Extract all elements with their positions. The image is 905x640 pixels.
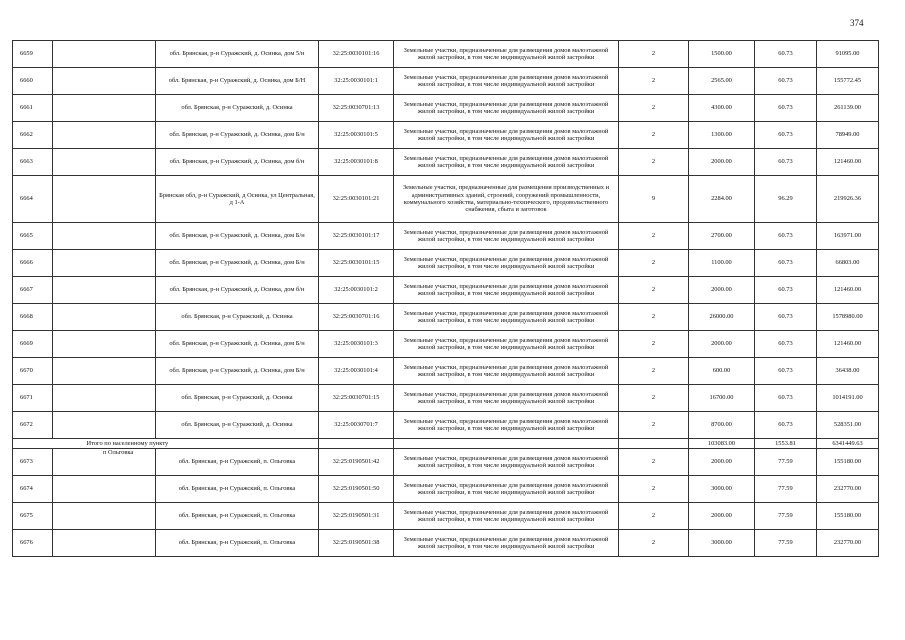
cadastral-number: 32:25:0030701:7 [319, 412, 394, 439]
address-cell: обл. Брянская, р-н Суражский, д. Осинка, дом Б/н [156, 223, 319, 250]
address-cell: обл. Брянская, р-н Суражский, д. Осинка, дом Б/н [156, 358, 319, 385]
row-number: 6672 [13, 412, 53, 439]
area-value: 16700.00 [689, 385, 755, 412]
cadastral-value: 155772.45 [817, 68, 879, 95]
table-body-a [13, 41, 879, 439]
table-row [13, 95, 879, 122]
specific-value: 60.73 [755, 385, 817, 412]
table-row [13, 449, 879, 476]
row-number: 6665 [13, 223, 53, 250]
area-value: 2700.00 [689, 223, 755, 250]
area-value: 1300.00 [689, 122, 755, 149]
specific-value: 60.73 [755, 358, 817, 385]
cadastral-number: 32:25:0030101:8 [319, 149, 394, 176]
specific-value: 77.59 [755, 476, 817, 503]
row-number: 6669 [13, 331, 53, 358]
use-group: 2 [619, 385, 689, 412]
address-cell: обл. Брянская, р-н Суражский, д. Осинка, дом Б/Н [156, 68, 319, 95]
blank-cell [53, 331, 156, 358]
use-group: 2 [619, 358, 689, 385]
land-purpose: Земельные участки, предназначенные для размещения домов малоэтажной жилой застройки, в том числе индивидуальной жилой застройки [394, 304, 619, 331]
blank-cell [53, 223, 156, 250]
row-number: 6668 [13, 304, 53, 331]
row-number: 6671 [13, 385, 53, 412]
cadastral-value: 261139.00 [817, 95, 879, 122]
land-purpose: Земельные участки, предназначенные для размещения домов малоэтажной жилой застройки, в том числе индивидуальной жилой застройки [394, 476, 619, 503]
row-number: 6676 [13, 530, 53, 557]
cadastral-value: 121460.00 [817, 149, 879, 176]
table-row [13, 331, 879, 358]
specific-value: 60.73 [755, 223, 817, 250]
blank-cell [53, 385, 156, 412]
table-row [13, 277, 879, 304]
subtotal-blank-cell [619, 439, 689, 449]
address-cell: обл. Брянская, р-н Суражский, д. Осинка [156, 95, 319, 122]
specific-value: 77.59 [755, 449, 817, 476]
subtotal-area: 103083.00 [689, 439, 755, 449]
land-purpose: Земельные участки, предназначенные для размещения домов малоэтажной жилой застройки, в том числе индивидуальной жилой застройки [394, 449, 619, 476]
land-purpose: Земельные участки, предназначенные для размещения домов малоэтажной жилой застройки, в том числе индивидуальной жилой застройки [394, 68, 619, 95]
specific-value: 60.73 [755, 250, 817, 277]
address-cell: Брянская обл, р-н Суражский, д Осинка, ул Центральная, д 1-А [156, 176, 319, 223]
subtotal-label: Итого по населенному пункту [53, 439, 319, 449]
specific-value: 60.73 [755, 331, 817, 358]
cadastral-value: 232770.00 [817, 530, 879, 557]
subtotal-blank-cell [394, 439, 619, 449]
blank-cell [53, 503, 156, 530]
address-cell: обл. Брянская, р-н Суражский, д. Осинка, дом Б/н [156, 250, 319, 277]
area-value: 2000.00 [689, 149, 755, 176]
area-value: 2565.00 [689, 68, 755, 95]
cadastral-value: 66803.00 [817, 250, 879, 277]
address-cell: обл. Брянская, р-н Суражский, д. Осинка, дом Б/н [156, 122, 319, 149]
use-group: 2 [619, 68, 689, 95]
address-cell: обл. Брянская, р-н Суражский, д. Осинка [156, 304, 319, 331]
address-cell: обл. Брянская, р-н Суражский, п. Ольговка [156, 449, 319, 476]
table-row [13, 304, 879, 331]
address-cell: обл. Брянская, р-н Суражский, п. Ольговка [156, 530, 319, 557]
land-purpose: Земельные участки, предназначенные для размещения домов малоэтажной жилой застройки, в том числе индивидуальной жилой застройки [394, 95, 619, 122]
cadastral-number: 32:25:0030701:13 [319, 95, 394, 122]
table-row [13, 412, 879, 439]
land-purpose: Земельные участки, предназначенные для размещения домов малоэтажной жилой застройки, в том числе индивидуальной жилой застройки [394, 503, 619, 530]
land-purpose: Земельные участки, предназначенные для размещения домов малоэтажной жилой застройки, в том числе индивидуальной жилой застройки [394, 530, 619, 557]
cadastral-value: 155180.00 [817, 449, 879, 476]
cadastral-value: 163971.00 [817, 223, 879, 250]
cadastral-number: 32:25:0030101:3 [319, 331, 394, 358]
row-number: 6659 [13, 41, 53, 68]
specific-value: 60.73 [755, 304, 817, 331]
land-purpose: Земельные участки, предназначенные для размещения домов малоэтажной жилой застройки, в том числе индивидуальной жилой застройки [394, 331, 619, 358]
blank-cell [53, 530, 156, 557]
use-group: 2 [619, 223, 689, 250]
table-row [13, 149, 879, 176]
area-value: 600.00 [689, 358, 755, 385]
blank-cell [53, 41, 156, 68]
use-group: 9 [619, 176, 689, 223]
land-purpose: Земельные участки, предназначенные для размещения домов малоэтажной жилой застройки, в том числе индивидуальной жилой застройки [394, 41, 619, 68]
use-group: 2 [619, 503, 689, 530]
row-number: 6663 [13, 149, 53, 176]
area-value: 2000.00 [689, 503, 755, 530]
use-group: 2 [619, 530, 689, 557]
use-group: 2 [619, 304, 689, 331]
table-row [13, 358, 879, 385]
row-number: 6660 [13, 68, 53, 95]
row-number: 6674 [13, 476, 53, 503]
specific-value: 60.73 [755, 95, 817, 122]
table-row [13, 385, 879, 412]
specific-value: 96.29 [755, 176, 817, 223]
blank-cell [53, 68, 156, 95]
cadastral-value: 78949.00 [817, 122, 879, 149]
use-group: 2 [619, 412, 689, 439]
cadastral-value: 91095.00 [817, 41, 879, 68]
section-title: п Ольговка [53, 449, 156, 476]
cadastral-number: 32:25:0190501:31 [319, 503, 394, 530]
cadastral-number: 32:25:0030101:2 [319, 277, 394, 304]
cadastral-number: 32:25:0030701:16 [319, 304, 394, 331]
cadastral-number: 32:25:0030101:17 [319, 223, 394, 250]
cadastral-value-table [12, 40, 879, 557]
subtotal-rate: 1553.81 [755, 439, 817, 449]
land-purpose: Земельные участки, предназначенные для размещения производственных и административных зданий, строений, сооружений промышленности, коммунального хозяйства, материально-технического, продовольственного снабжения, сбыта и заготовок [394, 176, 619, 223]
cadastral-number: 32:25:0030101:21 [319, 176, 394, 223]
row-number: 6670 [13, 358, 53, 385]
cadastral-number: 32:25:0030101:5 [319, 122, 394, 149]
land-purpose: Земельные участки, предназначенные для размещения домов малоэтажной жилой застройки, в том числе индивидуальной жилой застройки [394, 358, 619, 385]
table-row [13, 223, 879, 250]
address-cell: обл. Брянская, р-н Суражский, д. Осинка, дом 5/н [156, 41, 319, 68]
page-number: 374 [850, 18, 864, 28]
row-number: 6662 [13, 122, 53, 149]
blank-cell [53, 277, 156, 304]
subtotal-row [13, 439, 879, 449]
cadastral-value: 36438.00 [817, 358, 879, 385]
subtotal-blank-cell [319, 439, 394, 449]
use-group: 2 [619, 277, 689, 304]
use-group: 2 [619, 449, 689, 476]
cadastral-number: 32:25:0030101:4 [319, 358, 394, 385]
land-purpose: Земельные участки, предназначенные для размещения домов малоэтажной жилой застройки, в том числе индивидуальной жилой застройки [394, 223, 619, 250]
row-number: 6667 [13, 277, 53, 304]
use-group: 2 [619, 122, 689, 149]
blank-cell [53, 122, 156, 149]
area-value: 3000.00 [689, 530, 755, 557]
use-group: 2 [619, 41, 689, 68]
cadastral-value: 121460.00 [817, 331, 879, 358]
cadastral-number: 32:25:0030101:15 [319, 250, 394, 277]
address-cell: обл. Брянская, р-н Суражский, д. Осинка [156, 385, 319, 412]
area-value: 2000.00 [689, 449, 755, 476]
use-group: 2 [619, 250, 689, 277]
subtotal-blank-cell [13, 439, 53, 449]
blank-cell [53, 95, 156, 122]
area-value: 26000.00 [689, 304, 755, 331]
specific-value: 60.73 [755, 277, 817, 304]
blank-cell [53, 149, 156, 176]
specific-value: 60.73 [755, 41, 817, 68]
cadastral-number: 32:25:0190501:50 [319, 476, 394, 503]
table-row [13, 530, 879, 557]
table-row [13, 476, 879, 503]
table-row [13, 503, 879, 530]
specific-value: 77.59 [755, 530, 817, 557]
land-purpose: Земельные участки, предназначенные для размещения домов малоэтажной жилой застройки, в том числе индивидуальной жилой застройки [394, 412, 619, 439]
blank-cell [53, 250, 156, 277]
area-value: 8700.00 [689, 412, 755, 439]
blank-cell [53, 176, 156, 223]
row-number: 6664 [13, 176, 53, 223]
land-purpose: Земельные участки, предназначенные для размещения домов малоэтажной жилой застройки, в том числе индивидуальной жилой застройки [394, 250, 619, 277]
subtotal-section [13, 439, 879, 449]
area-value: 3000.00 [689, 476, 755, 503]
row-number: 6675 [13, 503, 53, 530]
cadastral-value: 528351.00 [817, 412, 879, 439]
area-value: 1500.00 [689, 41, 755, 68]
cadastral-number: 32:25:0190501:42 [319, 449, 394, 476]
specific-value: 60.73 [755, 68, 817, 95]
row-number: 6666 [13, 250, 53, 277]
blank-cell [53, 476, 156, 503]
land-purpose: Земельные участки, предназначенные для размещения домов малоэтажной жилой застройки, в том числе индивидуальной жилой застройки [394, 149, 619, 176]
area-value: 2000.00 [689, 277, 755, 304]
table-row [13, 122, 879, 149]
cadastral-value: 121460.00 [817, 277, 879, 304]
cadastral-value: 232770.00 [817, 476, 879, 503]
cadastral-number: 32:25:0030101:16 [319, 41, 394, 68]
table-body-b [13, 449, 879, 557]
address-cell: обл. Брянская, р-н Суражский, д. Осинка, дом б/н [156, 277, 319, 304]
address-cell: обл. Брянская, р-н Суражский, д. Осинка, дом б/н [156, 149, 319, 176]
land-purpose: Земельные участки, предназначенные для размещения домов малоэтажной жилой застройки, в том числе индивидуальной жилой застройки [394, 122, 619, 149]
table-row [13, 68, 879, 95]
address-cell: обл. Брянская, р-н Суражский, п. Ольговка [156, 476, 319, 503]
cadastral-value: 219926.36 [817, 176, 879, 223]
use-group: 2 [619, 331, 689, 358]
specific-value: 60.73 [755, 412, 817, 439]
row-number: 6673 [13, 449, 53, 476]
area-value: 2284.00 [689, 176, 755, 223]
specific-value: 60.73 [755, 122, 817, 149]
address-cell: обл. Брянская, р-н Суражский, д. Осинка, дом Б/н [156, 331, 319, 358]
area-value: 4300.00 [689, 95, 755, 122]
cadastral-number: 32:25:0030701:15 [319, 385, 394, 412]
table-row [13, 176, 879, 223]
use-group: 2 [619, 95, 689, 122]
cadastral-value: 1578980.00 [817, 304, 879, 331]
land-purpose: Земельные участки, предназначенные для размещения домов малоэтажной жилой застройки, в том числе индивидуальной жилой застройки [394, 385, 619, 412]
specific-value: 77.59 [755, 503, 817, 530]
area-value: 2000.00 [689, 331, 755, 358]
cadastral-number: 32:25:0030101:1 [319, 68, 394, 95]
blank-cell [53, 304, 156, 331]
specific-value: 60.73 [755, 149, 817, 176]
blank-cell [53, 412, 156, 439]
area-value: 1100.00 [689, 250, 755, 277]
table-row [13, 250, 879, 277]
use-group: 2 [619, 149, 689, 176]
land-purpose: Земельные участки, предназначенные для размещения домов малоэтажной жилой застройки, в том числе индивидуальной жилой застройки [394, 277, 619, 304]
cadastral-value: 155180.00 [817, 503, 879, 530]
cadastral-number: 32:25:0190501:38 [319, 530, 394, 557]
use-group: 2 [619, 476, 689, 503]
row-number: 6661 [13, 95, 53, 122]
table-row [13, 41, 879, 68]
blank-cell [53, 358, 156, 385]
cadastral-value: 1014191.00 [817, 385, 879, 412]
subtotal-value: 6341449.63 [817, 439, 879, 449]
address-cell: обл. Брянская, р-н Суражский, п. Ольговка [156, 503, 319, 530]
address-cell: обл. Брянская, р-н Суражский, д. Осинка [156, 412, 319, 439]
